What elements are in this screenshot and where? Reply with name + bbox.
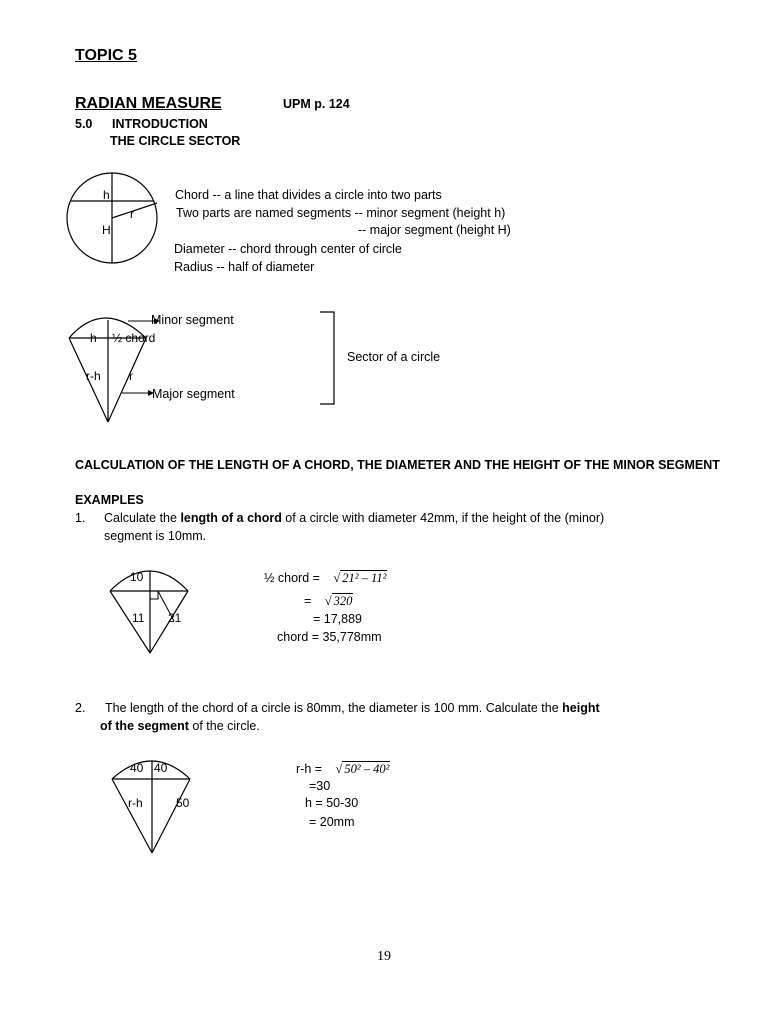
fig1-label-h: h: [103, 188, 110, 202]
definition-major-segment: -- major segment (height H): [358, 223, 511, 237]
fig2-label-r: r: [129, 369, 133, 383]
fig2-label-h: h: [90, 331, 97, 345]
definition-segments: Two parts are named segments -- minor segment (height h): [176, 206, 506, 220]
ex1-step2-radicand: 320: [333, 594, 353, 608]
example2-text: [105, 702, 600, 715]
example2-text-bold2: of the segment: [100, 719, 189, 733]
example1-step3: = 17,889: [313, 612, 363, 626]
example2-diagram: [110, 755, 196, 855]
topic-heading: TOPIC 5: [75, 47, 137, 64]
ex1-step2-sqrt: √ 320: [324, 594, 353, 608]
radius-line: [112, 203, 157, 218]
ex1-step2-lhs: =: [304, 594, 315, 608]
example1-text-bold: length of a chord: [180, 511, 282, 525]
ex2-arc: [112, 761, 190, 779]
ex1-arc: [110, 571, 188, 591]
ex1-step1-radicand: 21² – 11²: [342, 571, 387, 585]
example2-step4: = 20mm: [309, 815, 355, 829]
minor-segment-label: Minor segment: [151, 313, 234, 327]
example1-diagram: [108, 565, 194, 657]
fig2-label-half-chord: ½ chord: [112, 331, 156, 345]
example2-step2: =30: [309, 779, 331, 793]
fig1-label-H: H: [102, 223, 111, 237]
definition-diameter: Diameter -- chord through center of circle: [174, 242, 402, 256]
section-number: 5.0: [75, 117, 93, 131]
ex1-label-11: 11: [132, 611, 145, 625]
page-reference: UPM p. 124: [283, 97, 350, 111]
example2-text-bold1: height: [562, 701, 600, 715]
example1-text: [104, 512, 604, 525]
example1-step1: [264, 570, 387, 585]
ex1-right-angle: [150, 591, 158, 599]
ex2-label-40b: 40: [154, 761, 168, 775]
sector-label: Sector of a circle: [347, 350, 441, 364]
definition-chord: Chord -- a line that divides a circle into two parts: [175, 188, 442, 202]
ex2-step1-sqrt: √ 50² – 40²: [335, 762, 390, 776]
section-title: INTRODUCTION: [112, 117, 208, 131]
example1-number: 1.: [75, 511, 86, 525]
subsection-title: THE CIRCLE SECTOR: [110, 134, 241, 148]
page-number: 19: [377, 949, 391, 964]
ex2-step1-radicand: 50² – 40²: [344, 762, 390, 776]
example2-text-line2: [100, 720, 260, 733]
calculation-heading: CALCULATION OF THE LENGTH OF A CHORD, THE DIAMETER AND THE HEIGHT OF THE MINOR SEGMENT: [75, 458, 720, 472]
example1-text-post: of a circle with diameter 42mm, if the height of the (minor): [281, 511, 605, 525]
sector-right-radius: [108, 338, 146, 422]
ex2-right-radius: [152, 779, 190, 853]
ex2-label-50: 50: [176, 796, 190, 810]
example2-step3: h = 50-30: [305, 796, 359, 810]
example1-step4: chord = 35,778mm: [277, 630, 382, 644]
ex1-step1-lhs: ½ chord =: [264, 571, 324, 585]
example2-text-pre: The length of the chord of a circle is 80mm, the diameter is 100 mm. Calculate the: [105, 701, 563, 715]
fig1-label-r: r: [130, 207, 134, 221]
circle-chord-diagram: [66, 170, 162, 270]
fig2-label-r-h: r-h: [86, 369, 101, 383]
major-segment-label: Major segment: [152, 387, 235, 401]
example1-step2: [304, 593, 353, 608]
ex1-step1-sqrt: √ 21² – 11²: [333, 571, 387, 585]
ex2-step1-lhs: r-h =: [296, 762, 326, 776]
examples-label: EXAMPLES: [75, 493, 144, 507]
example1-text-pre: Calculate the: [104, 511, 181, 525]
example2-number: 2.: [75, 701, 86, 715]
page-title: RADIAN MEASURE: [75, 95, 222, 112]
example2-text-post: of the circle.: [188, 719, 260, 733]
ex2-label-r-h: r-h: [128, 796, 143, 810]
example2-step1: [296, 761, 390, 776]
example1-text-line2: segment is 10mm.: [104, 529, 207, 543]
definition-radius: Radius -- half of diameter: [174, 260, 315, 274]
ex2-left-radius: [112, 779, 152, 853]
sector-bracket: [320, 312, 334, 404]
ex1-label-21: 21: [168, 611, 182, 625]
ex2-label-40a: 40: [130, 761, 144, 775]
ex1-label-10: 10: [130, 570, 144, 584]
